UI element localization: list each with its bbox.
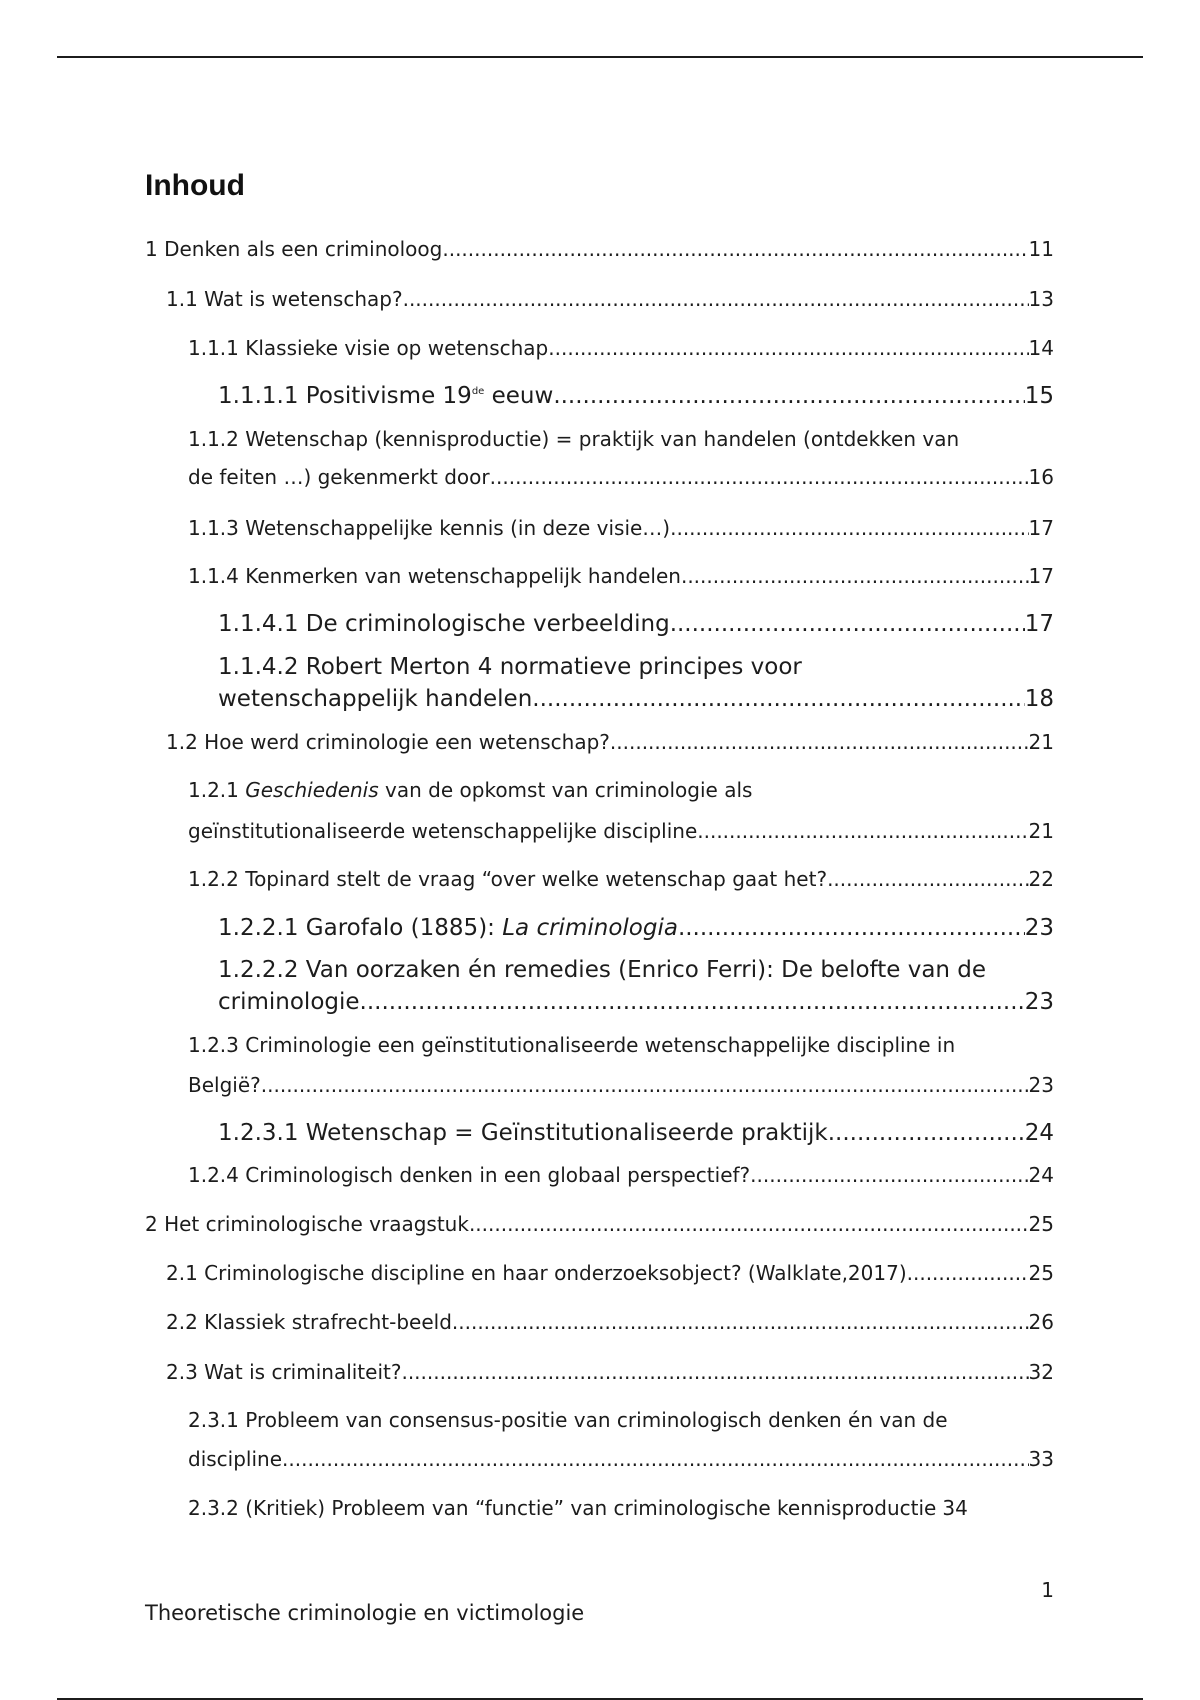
toc-page-number: 24	[1028, 1163, 1054, 1187]
toc-entry-1-1-1[interactable]	[188, 336, 1054, 360]
toc-entry-1-1-2-line1[interactable]: 1.1.2 Wetenschap (kennisproductie) = praktijk van handelen (ontdekken van	[188, 427, 960, 451]
toc-page-number: 21	[1028, 730, 1054, 754]
footer-title: Theoretische criminologie en victimologie	[145, 1601, 585, 1625]
leader-dots	[452, 1310, 1029, 1334]
toc-entry-1-1-4-1[interactable]	[218, 611, 1054, 637]
leader-dots	[553, 383, 1024, 409]
toc-entry-2-1[interactable]	[166, 1261, 1054, 1285]
toc-entry-2-3-2[interactable]	[188, 1496, 1054, 1520]
leader-dots	[532, 686, 1024, 712]
toc-page-number: 13	[1028, 287, 1054, 311]
toc-entry-1-2[interactable]	[166, 730, 1054, 754]
leader-dots	[403, 287, 1029, 311]
leader-dots	[360, 989, 1025, 1015]
toc-entry-text: 1.2.4 Criminologisch denken in een globaal perspectief?	[188, 1163, 751, 1187]
toc-entry-1-2-4[interactable]	[188, 1163, 1054, 1187]
toc-entry-text: België?	[188, 1073, 261, 1097]
toc-entry-text: 1.2.2 Topinard stelt de vraag “over welke wetenschap gaat het?	[188, 867, 828, 891]
toc-page-number: 17	[1028, 516, 1054, 540]
toc-page-number: 33	[1028, 1447, 1054, 1471]
toc-entry-text: 1.1.3 Wetenschappelijke kennis (in deze visie…)	[188, 516, 671, 540]
toc-entry-text: 1.1.1 Klassieke visie op wetenschap	[188, 336, 549, 360]
toc-entry-text: 1 Denken als een criminoloog	[145, 237, 443, 261]
toc-entry-text: 1.1.1.1 Positivisme 19de eeuw	[218, 383, 554, 409]
leader-dots	[282, 1447, 1029, 1471]
toc-page-number: 17	[1028, 564, 1054, 588]
leader-dots	[670, 611, 1025, 637]
toc-page-number: 23	[1024, 915, 1054, 941]
toc-entry-text: criminologie	[218, 989, 360, 1015]
toc-page-number: 11	[1028, 237, 1054, 261]
toc-entry-2-3-1-line1[interactable]: 2.3.1 Probleem van consensus-positie van criminologisch denken én van de	[188, 1408, 948, 1432]
leader-dots	[670, 516, 1028, 540]
toc-entry-1-2-2-1[interactable]	[218, 915, 1054, 941]
toc-entry-1-1-2[interactable]	[188, 465, 1054, 489]
leader-dots	[827, 867, 1028, 891]
toc-page-number: 32	[1028, 1360, 1054, 1384]
toc-entry-text: 1.1.4 Kenmerken van wetenschappelijk handelen	[188, 564, 681, 588]
toc-page-number: 25	[1028, 1261, 1054, 1285]
leader-dots	[828, 1120, 1025, 1146]
toc-page-number: 34	[942, 1496, 968, 1520]
leader-dots	[678, 915, 1025, 941]
leader-dots	[907, 1261, 1029, 1285]
toc-entry-text: de feiten …) gekenmerkt door	[188, 465, 490, 489]
leader-dots	[401, 1360, 1028, 1384]
toc-entry-2-3[interactable]	[166, 1360, 1054, 1384]
toc-entry-1-1-4-2-line1[interactable]: 1.1.4.2 Robert Merton 4 normatieve principes voor	[218, 654, 802, 680]
toc-entry-text: 2.1 Criminologische discipline en haar onderzoeksobject? (Walklate,2017)	[166, 1261, 907, 1285]
toc-entry-2-2[interactable]	[166, 1310, 1054, 1334]
toc-page-number: 15	[1024, 383, 1054, 409]
toc-entry-1-2-2[interactable]	[188, 867, 1054, 891]
leader-dots	[548, 336, 1028, 360]
toc-entry-text: 1.1 Wat is wetenschap?	[166, 287, 403, 311]
toc-page-number: 22	[1028, 867, 1054, 891]
leader-dots	[261, 1073, 1029, 1097]
toc-entry-text: wetenschappelijk handelen	[218, 686, 533, 712]
leader-dots	[490, 465, 1029, 489]
leader-dots	[610, 730, 1029, 754]
toc-entry-1-1[interactable]	[166, 287, 1054, 311]
toc-entry-1-2-1-line1[interactable]: 1.2.1 Geschiedenis van de opkomst van criminologie als	[188, 778, 753, 802]
toc-entry-1-2-3-1[interactable]	[218, 1120, 1054, 1146]
toc-page-number: 14	[1028, 336, 1054, 360]
toc-entry-2-3-1[interactable]	[188, 1447, 1054, 1471]
toc-entry-1-2-3-line1[interactable]: 1.2.3 Criminologie een geïnstitutionaliseerde wetenschappelijke discipline in	[188, 1033, 956, 1057]
toc-page-number: 21	[1028, 819, 1054, 843]
toc-entry-text: 1.2.2.1 Garofalo (1885): La criminologia	[218, 915, 678, 941]
header-rule	[57, 56, 1143, 58]
toc-heading: Inhoud	[145, 169, 245, 202]
toc-entry-text: 2.3.2 (Kritiek) Probleem van “functie” van criminologische kennisproductie	[188, 1496, 937, 1520]
toc-page-number: 23	[1024, 989, 1054, 1015]
toc-entry-text: 2 Het criminologische vraagstuk	[145, 1212, 469, 1236]
toc-entry-1-1-3[interactable]	[188, 516, 1054, 540]
leader-dots	[697, 819, 1028, 843]
toc-entry-1-2-3[interactable]	[188, 1073, 1054, 1097]
footer-page-number: 1	[1041, 1578, 1054, 1602]
toc-page-number: 18	[1024, 686, 1054, 712]
toc-entry-1[interactable]	[145, 237, 1054, 261]
toc-entry-text: 2.3 Wat is criminaliteit?	[166, 1360, 402, 1384]
toc-entry-text: 1.2.3.1 Wetenschap = Geïnstitutionaliseerde praktijk	[218, 1120, 828, 1146]
toc-entry-text: 1.2 Hoe werd criminologie een wetenschap?	[166, 730, 610, 754]
toc-page-number: 25	[1028, 1212, 1054, 1236]
toc-entry-text: 2.2 Klassiek strafrecht-beeld	[166, 1310, 452, 1334]
leader-dots	[681, 564, 1029, 588]
toc-entry-1-1-4-2[interactable]	[218, 686, 1054, 712]
leader-dots	[442, 237, 1028, 261]
leader-dots	[469, 1212, 1029, 1236]
toc-entry-text: geïnstitutionaliseerde wetenschappelijke discipline	[188, 819, 698, 843]
toc-page-number: 24	[1024, 1120, 1054, 1146]
toc-entry-text: discipline	[188, 1447, 283, 1471]
toc-page-number: 26	[1028, 1310, 1054, 1334]
leader-dots	[750, 1163, 1028, 1187]
toc-entry-1-2-2-2[interactable]	[218, 989, 1054, 1015]
toc-entry-1-1-1-1[interactable]	[218, 383, 1054, 409]
toc-entry-1-1-4[interactable]	[188, 564, 1054, 588]
toc-page-number: 17	[1024, 611, 1054, 637]
toc-entry-2[interactable]	[145, 1212, 1054, 1236]
toc-entry-1-2-2-2-line1[interactable]: 1.2.2.2 Van oorzaken én remedies (Enrico Ferri): De belofte van de	[218, 957, 987, 983]
toc-entry-1-2-1[interactable]	[188, 819, 1054, 843]
toc-page-number: 16	[1028, 465, 1054, 489]
toc-page-number: 23	[1028, 1073, 1054, 1097]
toc-entry-text: 1.1.4.1 De criminologische verbeelding	[218, 611, 670, 637]
